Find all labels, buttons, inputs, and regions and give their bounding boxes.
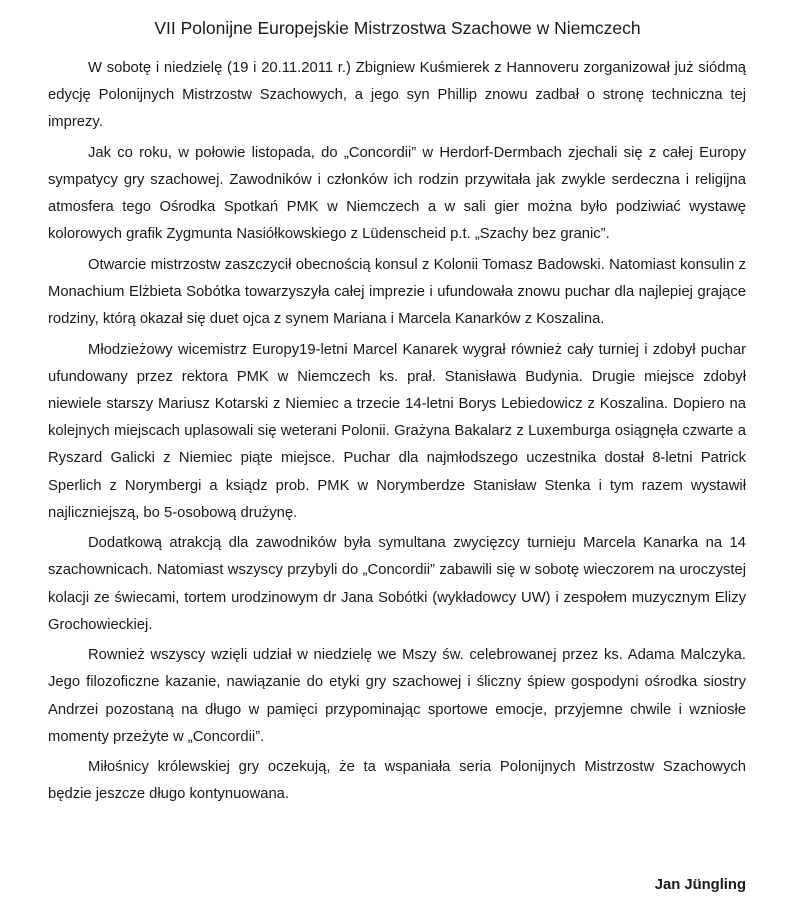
author-signature: Jan Jüngling: [654, 877, 746, 893]
paragraph: Rownież wszyscy wzięli udział w niedzielę we Mszy św. celebrowanej przez ks. Adama Malczyka. Jego filozoficzne kazanie, nawiązanie do etyki gry szachowej i śliczny śpiew gospodyni ośrodka siostry Andrzei pozostaną na długo w pamięci przypominając sportowe emocje, przyjemne chwile i wzniosłe momenty przeżyte w „Concordii”.: [48, 647, 746, 745]
paragraph: Młodzieżowy wicemistrz Europy19-letni Marcel Kanarek wygrał również cały turniej i zdobył puchar ufundowany przez rektora PMK w Niemczech ks. prał. Stanisława Budynia. Drugie miejsce zdobył niewiele starszy Mariusz Kotarski z Niemiec a trzecie 14-letni Borys Lebiedowicz z Koszalina. Dopiero na kolejnych miejscach uplasowali się weterani Polonii. Grażyna Bakalarz z Luxemburga osiągnęła czwarte a Ryszard Galicki z Niemiec piąte miejsce. Puchar dla najmłodszego uczestnika dostał 8-letni Patrick Sperlich z Norymbergi a ksiądz prob. PMK w Norymberdze Stanisław Stenka i tym razem wystawił najliczniejszą, bo 5-osobową drużynę.: [48, 341, 746, 521]
paragraph: W sobotę i niedzielę (19 i 20.11.2011 r.) Zbigniew Kuśmierek z Hannoveru zorganizował już siódmą edycję Polonijnych Mistrzostw Szachowych, a jego syn Phillip znowu zadbał o stronę techniczna tej imprezy.: [48, 60, 746, 131]
article-body: [48, 55, 746, 812]
document-title: VII Polonijne Europejskie Mistrzostwa Szachowe w Niemczech: [154, 18, 641, 38]
paragraph: Dodatkową atrakcją dla zawodników była symultana zwycięzcy turnieju Marcela Kanarka na 14 szachownicach. Natomiast wszyscy przybyli do „Concordii” zabawili się w sobotę wieczorem na uroczystej kolacji ze świecami, tortem urodzinowym dr Jana Sobótki (wykładowcy UW) i zespołem muzycznym Elizy Grochowieckiej.: [48, 535, 746, 633]
paragraph: Miłośnicy królewskiej gry oczekują, że ta wspaniała seria Polonijnych Mistrzostw Szachowych będzie jeszcze długo kontynuowana.: [48, 759, 746, 803]
paragraph: Jak co roku, w połowie listopada, do „Concordii” w Herdorf-Dermbach zjechali się z całej Europy sympatycy gry szachowej. Zawodników i członków ich rodzin przywitała jak zwykle serdeczna i religijna atmosfera tego Ośrodka Spotkań PMK w Niemczech a w sali gier można było podziwiać wystawę kolorowych grafik Zygmunta Nasiółkowskiego z Lüdenscheid p.t. „Szachy bez granic”.: [48, 144, 746, 243]
paragraph: Otwarcie mistrzostw zaszczycił obecnością konsul z Kolonii Tomasz Badowski. Natomiast konsulin z Monachium Elżbieta Sobótka towarzyszyła całej imprezie i ufundowała znowu puchar dla najlepiej grające rodziny, którą okazał się duet ojca z synem Mariana i Marcela Kanarków z Koszalina.: [48, 256, 746, 328]
